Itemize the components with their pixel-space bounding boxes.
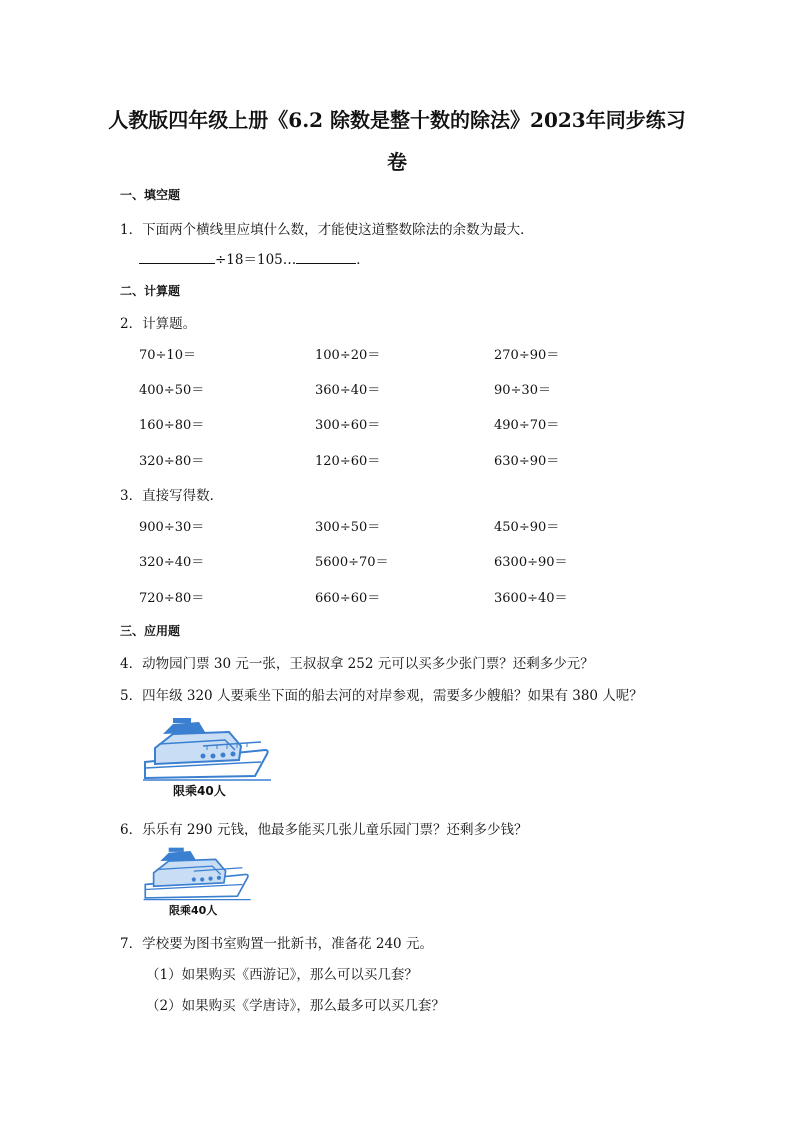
boat-illustration-1 <box>143 716 273 802</box>
expression: 300÷60＝ <box>315 418 381 433</box>
section-calc-heading: 二、计算题 <box>120 284 181 298</box>
expression: 6300÷90＝ <box>494 555 568 570</box>
expression: 720÷80＝ <box>139 591 205 606</box>
expression: 90÷30＝ <box>494 383 551 398</box>
expression: 3600÷40＝ <box>494 591 568 606</box>
question-1: 1．下面两个横线里应填什么数，才能使这道整数除法的余数为最大． <box>120 222 534 238</box>
expression: 360÷40＝ <box>315 383 381 398</box>
expression: 320÷40＝ <box>139 555 205 570</box>
title-line-2: 卷 <box>387 150 407 174</box>
grid-row <box>139 379 699 399</box>
expression: 120÷60＝ <box>315 454 381 469</box>
question-7-sub-2: （2）如果购买《学唐诗》，那么最多可以买几套？ <box>146 998 445 1014</box>
q1-end-text: ． <box>356 252 370 268</box>
grid-row <box>139 587 699 607</box>
expression: 630÷90＝ <box>494 454 560 469</box>
boat-capacity-label: 限乘40人 <box>173 784 226 798</box>
q1-mid-text: ÷18＝105… <box>215 252 297 268</box>
question-7-sub-1: （1）如果购买《西游记》，那么可以买几套？ <box>146 967 418 983</box>
expression: 300÷50＝ <box>315 520 381 535</box>
section-apply-heading: 三、应用题 <box>120 624 181 638</box>
expression: 160÷80＝ <box>139 418 205 433</box>
title-line-1: 人教版四年级上册《6.2 除数是整十数的除法》2023年同步练习 <box>108 108 686 132</box>
expression: 270÷90＝ <box>494 348 560 363</box>
grid-row <box>139 414 699 434</box>
question-6: 6．乐乐有 290 元钱，他最多能买几张儿童乐园门票？还剩多少钱？ <box>120 822 528 838</box>
expression: 490÷70＝ <box>494 418 560 433</box>
expression: 900÷30＝ <box>139 520 205 535</box>
expression: 320÷80＝ <box>139 454 205 469</box>
grid-row <box>139 551 699 571</box>
expression: 660÷60＝ <box>315 591 381 606</box>
expression: 450÷90＝ <box>494 520 560 535</box>
answer-blank-1[interactable] <box>139 249 215 264</box>
expression: 5600÷70＝ <box>315 555 389 570</box>
grid-row <box>139 516 699 536</box>
question-5: 5．四年级 320 人要乘坐下面的船去河的对岸参观，需要多少艘船？如果有 380 人呢？ <box>120 688 643 704</box>
section-fill-heading: 一、填空题 <box>120 188 181 202</box>
grid-row <box>139 344 699 364</box>
expression: 100÷20＝ <box>315 348 381 363</box>
grid-row <box>139 450 699 470</box>
question-3: 3．直接写得数． <box>120 488 224 504</box>
question-7: 7．学校要为图书室购置一批新书，准备花 240 元。 <box>120 936 433 952</box>
question-2: 2．计算题。 <box>120 316 197 332</box>
boat-illustration-2 <box>143 846 253 918</box>
boat-capacity-label: 限乘40人 <box>169 904 218 917</box>
expression: 70÷10＝ <box>139 348 196 363</box>
question-4: 4．动物园门票 30 元一张，王叔叔拿 252 元可以买多少张门票？还剩多少元？ <box>120 656 594 672</box>
question-1-equation <box>139 248 370 268</box>
expression: 400÷50＝ <box>139 383 205 398</box>
answer-blank-2[interactable] <box>296 249 356 264</box>
